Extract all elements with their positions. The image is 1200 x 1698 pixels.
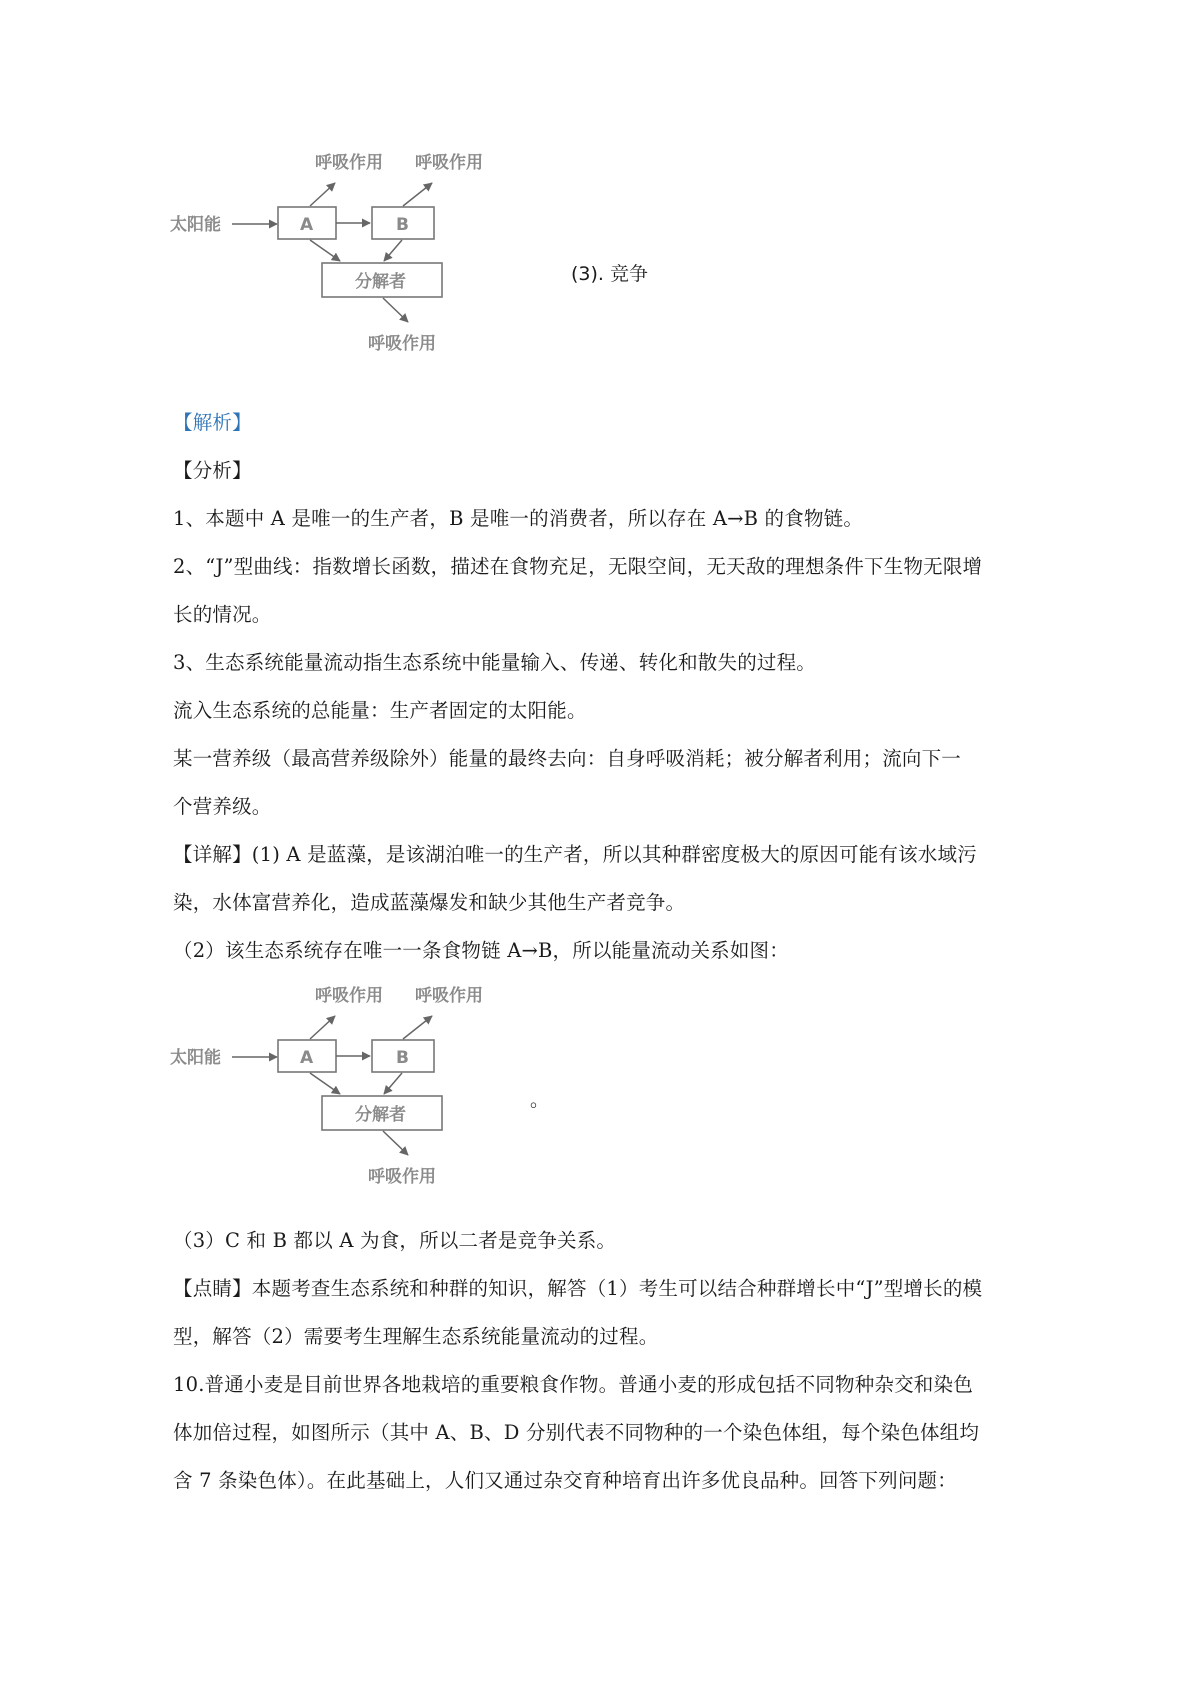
respiration-label-a: 呼吸作用: [315, 986, 383, 1006]
respiration-label-a: 呼吸作用: [315, 153, 383, 173]
energy-flow-diagram-1: [170, 150, 530, 380]
analysis-point-2-line-2: 长的情况。: [173, 603, 272, 626]
analysis-point-2-line-1: 2、“J”型曲线：指数增长函数，描述在食物充足，无限空间，无天敌的理想条件下生物无限增: [173, 555, 983, 578]
energy-flow-diagram-2: [170, 983, 530, 1213]
dianjing-line-1: 【点睛】本题考查生态系统和种群的知识，解答（1）考生可以结合种群增长中“J”型增长的模: [173, 1277, 983, 1300]
node-a-label: A: [300, 215, 314, 235]
analysis-energy-fate-line-2: 个营养级。: [173, 795, 272, 818]
diagram-2-period: 。: [530, 1089, 550, 1111]
dianjing-line-2: 型，解答（2）需要考生理解生态系统能量流动的过程。: [173, 1325, 659, 1348]
answer-3: (3). 竞争: [571, 263, 648, 285]
detail-3: （3）C 和 B 都以 A 为食，所以二者是竞争关系。: [173, 1229, 617, 1252]
analysis-energy-fate-line-1: 某一营养级（最高营养级除外）能量的最终去向：自身呼吸消耗；被分解者利用；流向下一: [173, 747, 962, 770]
node-a-label: A: [300, 1048, 314, 1068]
decomposer-label: 分解者: [355, 1105, 406, 1125]
arrow-a-respiration: [310, 183, 335, 206]
respiration-label-decomposer: 呼吸作用: [368, 1167, 436, 1187]
arrow-b-to-decomposer: [384, 1073, 402, 1094]
arrow-b-respiration: [403, 1016, 432, 1039]
analysis-total-energy: 流入生态系统的总能量：生产者固定的太阳能。: [173, 699, 587, 722]
question-10-line-2: 体加倍过程，如图所示（其中 A、B、D 分别代表不同物种的一个染色体组，每个染色体组均: [173, 1421, 980, 1444]
question-10-line-1: 10.普通小麦是目前世界各地栽培的重要粮食作物。普通小麦的形成包括不同物种杂交和染色: [173, 1373, 973, 1396]
sun-label: 太阳能: [170, 1048, 221, 1068]
arrow-b-to-decomposer: [384, 240, 402, 261]
node-b-label: B: [396, 1048, 409, 1068]
node-b-label: B: [396, 215, 409, 235]
arrow-a-to-decomposer: [310, 240, 340, 261]
energy-flow-svg-2: [170, 983, 530, 1213]
respiration-label-b: 呼吸作用: [415, 986, 483, 1006]
detail-1-line-2: 染，水体富营养化，造成蓝藻爆发和缺少其他生产者竞争。: [173, 891, 686, 914]
arrow-decomposer-respiration: [383, 1131, 408, 1155]
sun-label: 太阳能: [170, 215, 221, 235]
jiexi-heading: 【解析】: [173, 411, 252, 434]
arrow-a-respiration: [310, 1016, 335, 1039]
arrow-b-respiration: [403, 183, 432, 206]
fenxi-heading: 【分析】: [173, 459, 252, 482]
respiration-label-decomposer: 呼吸作用: [368, 334, 436, 354]
energy-flow-svg-1: [170, 150, 530, 380]
question-10-line-3: 含 7 条染色体）。在此基础上，人们又通过杂交育种培育出许多优良品种。回答下列问题：: [173, 1469, 957, 1492]
arrow-a-to-decomposer: [310, 1073, 340, 1094]
detail-2: （2）该生态系统存在唯一一条食物链 A→B，所以能量流动关系如图：: [173, 939, 789, 962]
analysis-point-3: 3、生态系统能量流动指生态系统中能量输入、传递、转化和散失的过程。: [173, 651, 817, 674]
arrow-decomposer-respiration: [383, 298, 408, 322]
detail-1-line-1: 【详解】(1) A 是蓝藻，是该湖泊唯一的生产者，所以其种群密度极大的原因可能有该水域污: [173, 843, 977, 866]
analysis-point-1: 1、本题中 A 是唯一的生产者，B 是唯一的消费者，所以存在 A→B 的食物链。: [173, 507, 864, 530]
decomposer-label: 分解者: [355, 272, 406, 292]
respiration-label-b: 呼吸作用: [415, 153, 483, 173]
